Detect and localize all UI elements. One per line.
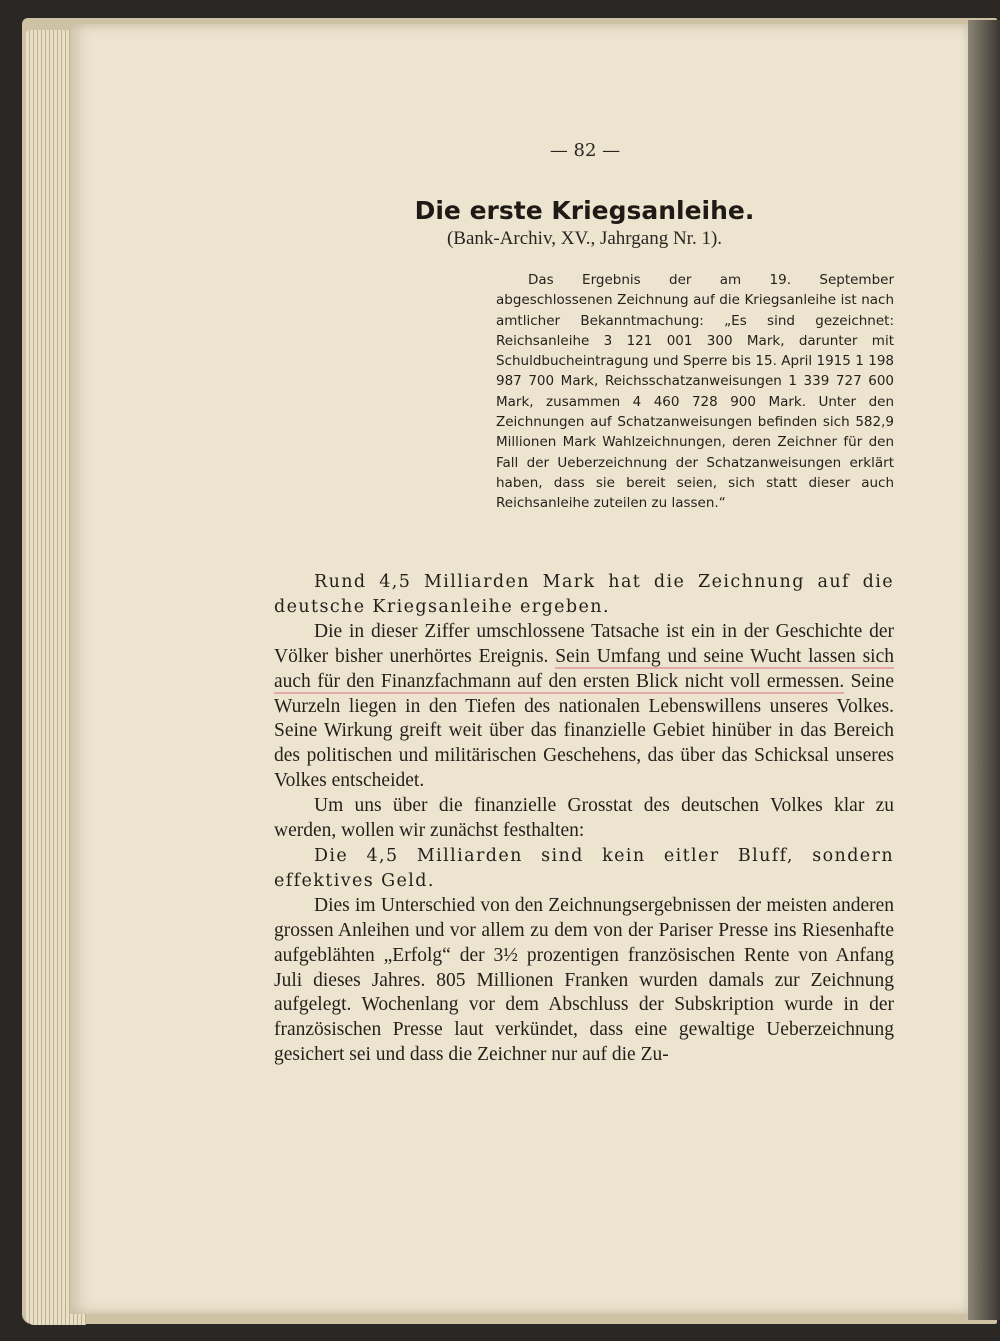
page-number: — 82 — (549, 140, 621, 161)
paragraph (274, 620, 894, 794)
article-body (274, 570, 894, 1068)
block-quote: Das Ergebnis der am 19. September abgeschlossenen Zeichnung auf die Kriegsanleihe ist nach amtlicher Bekanntmachung: „Es sind gezeichnet: Reichsanleihe 3 121 001 300 Mark, darunter mit Schuldbucheintragung und Sperre bis 15. April 1915 1 198 987 700 Mark, Reichsschatzanweisungen 1 339 727 600 Mark, zusammen 4 460 728 900 Mark. Unter den Zeichnungen auf Schatzanweisungen befinden sich 582,9 Millionen Mark Wahlzeichnungen, deren Zeichner für den Fall der Ueberzeichnung der Schatzanweisungen erklärt haben, dass sie bereit seien, sich statt dieser auch Reichsanleihe zuteilen zu lassen.“ (496, 272, 894, 512)
paragraph-text: Die in dieser Ziffer umschlossene Tatsache ist ein in der Geschichte der Völker bisher unerhörtes Ereignis. (274, 620, 894, 667)
article-source: (Bank-Archiv, XV., Jahrgang Nr. 1). (446, 228, 723, 249)
paragraph: Die 4,5 Milliarden sind kein eitler Bluff, sondern effektives Geld. (274, 845, 894, 891)
paragraph-text: Seine Wurzeln liegen in den Tiefen des nationalen Lebenswillens unseres Volkes. Seine Wirkung greift weit über das finanzielle Gebiet hinüber in das Bereich des politischen und militärischen Geschehens, das über das Schicksal unseres Volkes entscheidet. (274, 670, 894, 792)
highlighted-text: Sein Umfang und seine Wucht lassen sich auch für den Finanzfachmann auf den ersten Blick nicht voll ermessen. (274, 645, 895, 692)
paragraph: Um uns über die finanzielle Grosstat des deutschen Volkes klar zu werden, wollen wir zunächst festhalten: (274, 795, 894, 842)
paragraph: Dies im Unterschied von den Zeichnungsergebnissen der meisten anderen grossen Anleihen und vor allem zu dem von der Pariser Presse ins Riesenhafte aufgeblähten „Erfolg“ der 3½ prozentigen französischen Rente von Anfang Juli dieses Jahres. 805 Millionen Franken wurden damals zur Zeichnung aufgelegt. Wochenlang vor dem Abschluss der Subskription wurde in der französischen Presse laut verkündet, dass eine gewaltige Ueberzeichnung gesichert sei und dass die Zeichner nur auf die Zu- (274, 894, 894, 1066)
article-title: Die erste Kriegsanleihe. (414, 196, 755, 225)
paragraph: Rund 4,5 Milliarden Mark hat die Zeichnung auf die deutsche Kriegsanleihe ergeben. (274, 572, 894, 617)
book-binding (968, 20, 1000, 1320)
